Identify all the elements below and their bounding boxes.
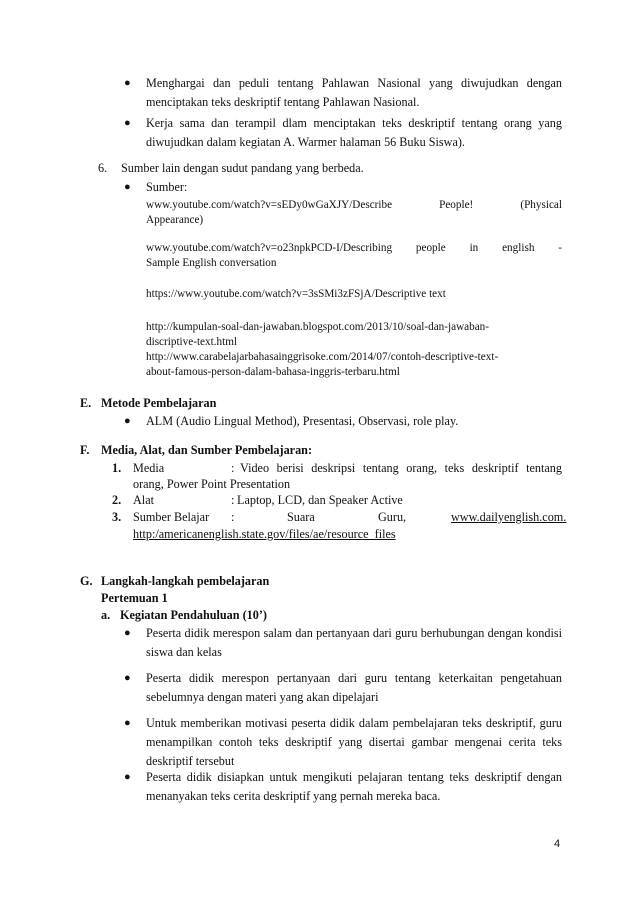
source-link[interactable]: www.youtube.com/watch?v=o23npkPCD-I/Describing bbox=[146, 242, 393, 254]
source-link-continuation: Sample English conversation bbox=[146, 257, 277, 269]
source-link-continuation: Appearance) bbox=[146, 214, 204, 226]
source-link[interactable]: www.dailyenglish.com. bbox=[451, 510, 567, 524]
source-link[interactable]: https://www.youtube.com/watch?v=3sSMi3zFSjA/Descriptive text bbox=[146, 288, 446, 300]
colon: : bbox=[231, 461, 235, 475]
bullet-dot: ● bbox=[124, 117, 131, 129]
source-link[interactable]: People! bbox=[439, 199, 474, 211]
section-heading: Media, Alat, dan Sumber Pembelajaran: bbox=[101, 443, 313, 457]
bullet-text: Kerja sama dan terampil dlam menciptakan teks deskriptif tentang orang yang diwujudkan dalam kegiatan A. Warmer halaman 56 Buku Siswa). bbox=[146, 116, 562, 149]
bullet-dot: ● bbox=[124, 672, 131, 684]
source-link[interactable]: http:/americanenglish.state.gov/files/ae/resource_files bbox=[133, 527, 396, 541]
bullet-dot: ● bbox=[124, 771, 131, 783]
method-list: ALM (Audio Lingual Method), Presentasi, Observasi, role play. bbox=[146, 414, 459, 428]
bullet-text: Peserta didik merespon pertanyaan dari guru tentang keterkaitan pengetahuan sebelumnya dengan materi yang akan dipelajari bbox=[146, 671, 562, 704]
meeting-heading: Pertemuan 1 bbox=[101, 591, 168, 605]
source-link[interactable]: in bbox=[469, 242, 479, 254]
source-value-teacher-2: Guru, bbox=[378, 510, 407, 524]
source-link[interactable]: - bbox=[558, 242, 562, 254]
colon: : bbox=[231, 510, 235, 524]
list-item-text: Sumber lain dengan sudut pandang yang berbeda. bbox=[121, 161, 364, 175]
source-link-line bbox=[146, 198, 562, 213]
media-value: Video berisi deskripsi tentang orang, teks deskriptif tentang bbox=[240, 461, 562, 475]
source-link[interactable]: http://kumpulan-soal-dan-jawaban.blogspot.com/2013/10/soal-dan-jawaban- bbox=[146, 321, 489, 333]
source-link[interactable]: english bbox=[502, 242, 535, 254]
source-value-teacher: Suara bbox=[287, 510, 315, 524]
list-number: 6. bbox=[98, 161, 108, 175]
source-link-line bbox=[146, 241, 562, 256]
section-label: F. bbox=[80, 443, 90, 457]
colon: : bbox=[231, 493, 235, 507]
subsection-heading: Kegiatan Pendahuluan (10’) bbox=[120, 608, 267, 622]
media-value-continuation: orang, Power Point Presentation bbox=[133, 477, 291, 491]
bullet-text: Menghargai dan peduli tentang Pahlawan Nasional yang diwujudkan dengan menciptakan teks deskriptif tentang Pahlawan Nasional. bbox=[146, 76, 562, 109]
section-label: E. bbox=[80, 396, 92, 410]
section-label: G. bbox=[80, 574, 93, 588]
subsection-label: a. bbox=[101, 608, 111, 622]
source-link[interactable]: www.youtube.com/watch?v=sEDy0wGaXJY/Describe bbox=[146, 199, 393, 211]
bullet-dot: ● bbox=[124, 717, 131, 729]
bullet-text: Untuk memberikan motivasi peserta didik dalam pembelajaran teks deskriptif, guru menampilkan contoh teks deskriptif yang disertai gambar mengenai cerita teks deskriptif tersebut bbox=[146, 716, 562, 768]
source-link-continuation: about-famous-person-dalam-bahasa-inggris-terbaru.html bbox=[146, 366, 400, 378]
tools-value: Laptop, LCD, dan Speaker Active bbox=[237, 493, 403, 507]
source-link[interactable]: (Physical bbox=[520, 199, 562, 211]
source-link[interactable]: http://www.carabelajarbahasainggrisoke.com/2014/07/contoh-descriptive-text- bbox=[146, 351, 499, 363]
source-link[interactable]: people bbox=[415, 242, 446, 254]
bullet-dot: ● bbox=[124, 77, 131, 89]
list-number: 1. bbox=[112, 461, 122, 475]
bullet-dot: ● bbox=[124, 181, 131, 193]
page-number: 4 bbox=[554, 838, 561, 850]
bullet-text: Peserta didik merespon salam dan pertanyaan dari guru berhubungan dengan kondisi siswa dan kelas bbox=[146, 626, 562, 659]
bullet-dot: ● bbox=[124, 415, 131, 427]
media-label: Media bbox=[133, 461, 165, 475]
source-label: Sumber Belajar bbox=[133, 510, 210, 524]
section-heading: Langkah-langkah pembelajaran bbox=[101, 574, 270, 588]
section-heading: Metode Pembelajaran bbox=[101, 396, 217, 410]
bullet-text: Peserta didik disiapkan untuk mengikuti pelajaran tentang teks deskriptif dengan menanyakan teks cerita deskriptif yang pernah mereka baca. bbox=[146, 770, 562, 803]
sources-label: Sumber: bbox=[146, 180, 188, 194]
list-number: 3. bbox=[112, 510, 122, 524]
bullet-dot: ● bbox=[124, 627, 131, 639]
tools-label: Alat bbox=[133, 493, 154, 507]
source-link-continuation: discriptive-text.html bbox=[146, 336, 238, 348]
list-number: 2. bbox=[112, 493, 122, 507]
